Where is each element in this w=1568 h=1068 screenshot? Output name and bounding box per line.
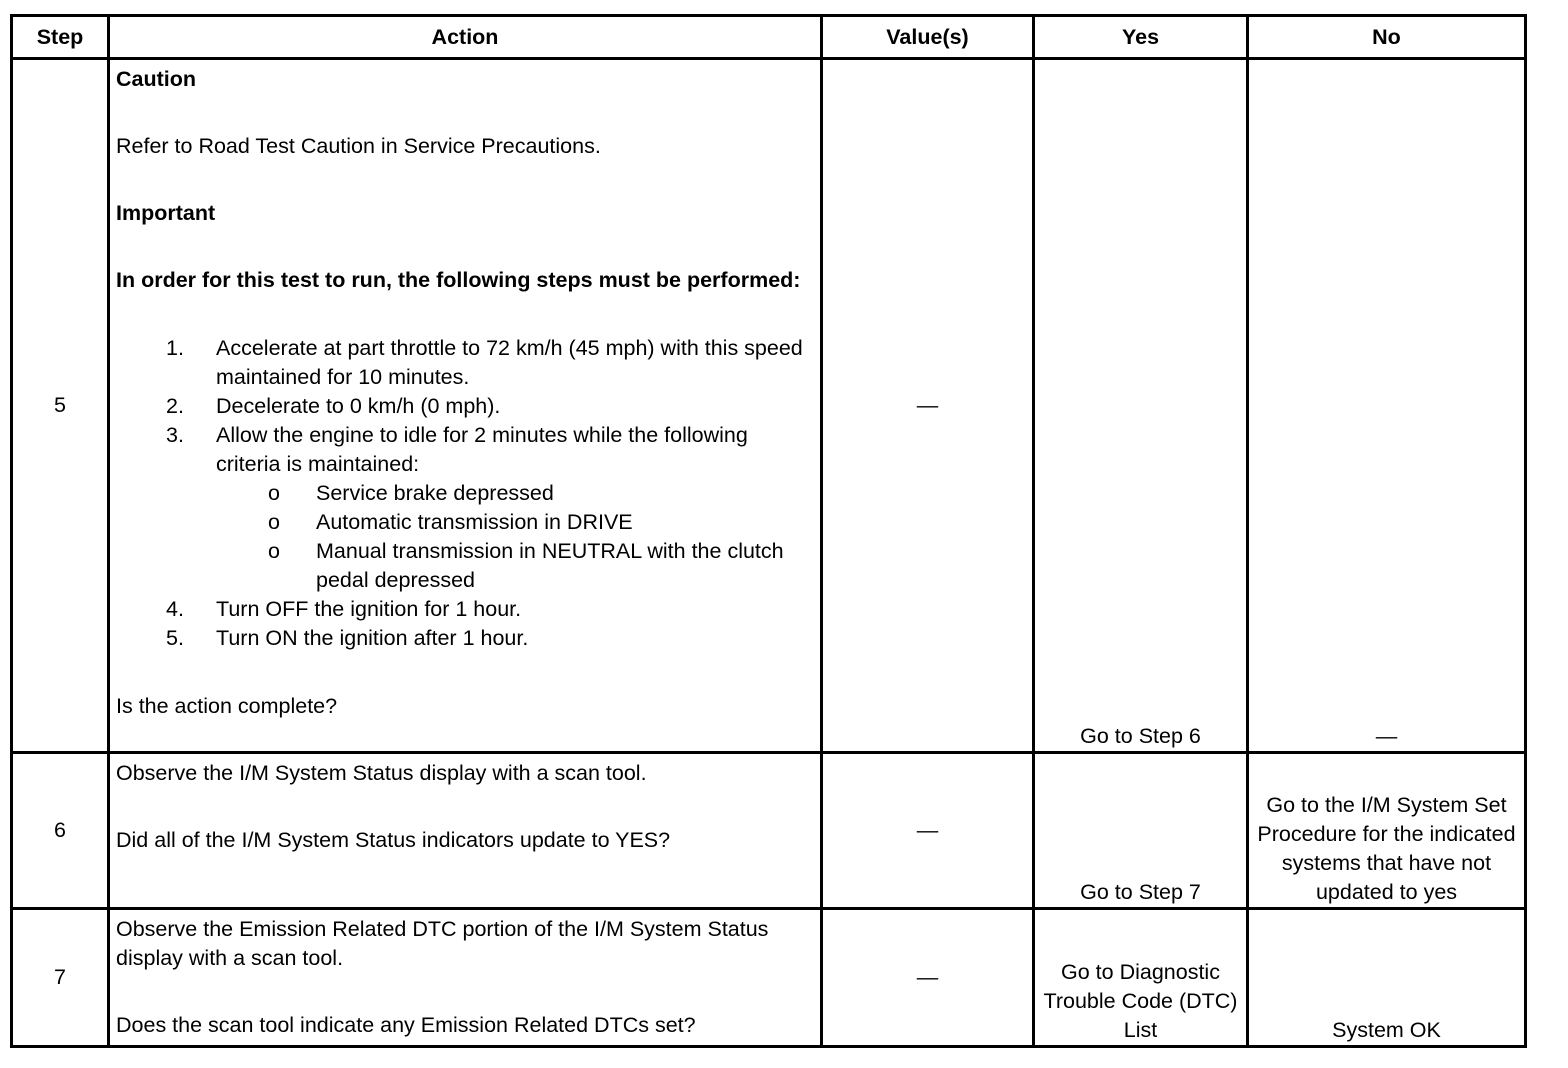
step-number: 5 <box>12 59 109 753</box>
list-item: 5. Turn ON the ignition after 1 hour. <box>166 626 529 650</box>
value-cell: — <box>822 909 1034 1047</box>
table-row <box>12 753 1526 909</box>
list-item: 4. Turn OFF the ignition for 1 hour. <box>166 597 522 621</box>
list-item: o Manual transmission in NEUTRAL with the clutch pedal depressed <box>268 539 784 592</box>
action-text: Observe the Emission Related DTC portion of the I/M System Status display with a scan tool. <box>116 917 769 970</box>
diagnostic-table <box>10 14 1527 1048</box>
list-item: o Automatic transmission in DRIVE <box>268 510 633 534</box>
action-text: Observe the I/M System Status display with a scan tool. <box>116 761 647 785</box>
question-text: Does the scan tool indicate any Emission Related DTCs set? <box>116 1013 696 1037</box>
value-cell: — <box>822 59 1034 753</box>
yes-cell: Go to Step 6 <box>1034 59 1248 753</box>
action-cell <box>109 59 822 753</box>
criteria-list <box>216 479 814 595</box>
table-row <box>12 59 1526 753</box>
list-item: 3. Allow the engine to idle for 2 minutes while the following criteria is maintained: o Service brake depressed o Automatic transmission in DRIVE o Manual transmission in NEUTRAL with the clutch pedal depressed <box>116 421 814 595</box>
header-yes: Yes <box>1034 16 1248 59</box>
question-text: Is the action complete? <box>116 694 338 718</box>
important-text: In order for this test to run, the following steps must be performed: <box>116 268 801 292</box>
no-cell: — <box>1248 59 1526 753</box>
list-item: o Service brake depressed <box>268 481 554 505</box>
question-text: Did all of the I/M System Status indicators update to YES? <box>116 828 671 852</box>
important-title: Important <box>116 201 216 225</box>
header-values: Value(s) <box>822 16 1034 59</box>
yes-cell: Go to Diagnostic Trouble Code (DTC) List <box>1034 909 1248 1047</box>
header-step: Step <box>12 16 109 59</box>
no-cell: Go to the I/M System Set Procedure for the indicated systems that have not updated to yes <box>1248 753 1526 909</box>
yes-cell: Go to Step 7 <box>1034 753 1248 909</box>
list-item: 2. Decelerate to 0 km/h (0 mph). <box>166 394 501 418</box>
step-number: 6 <box>12 753 109 909</box>
header-no: No <box>1248 16 1526 59</box>
no-cell: System OK <box>1248 909 1526 1047</box>
value-cell: — <box>822 753 1034 909</box>
list-item: 1. Accelerate at part throttle to 72 km/h (45 mph) with this speed maintained for 10 minutes. <box>166 336 803 389</box>
action-cell <box>109 909 822 1047</box>
header-action: Action <box>109 16 822 59</box>
step-number: 7 <box>12 909 109 1047</box>
caution-text: Refer to Road Test Caution in Service Precautions. <box>116 134 601 158</box>
table-row <box>12 909 1526 1047</box>
caution-title: Caution <box>116 67 197 91</box>
procedure-list <box>116 334 814 653</box>
header-row <box>12 16 1526 59</box>
action-cell <box>109 753 822 909</box>
